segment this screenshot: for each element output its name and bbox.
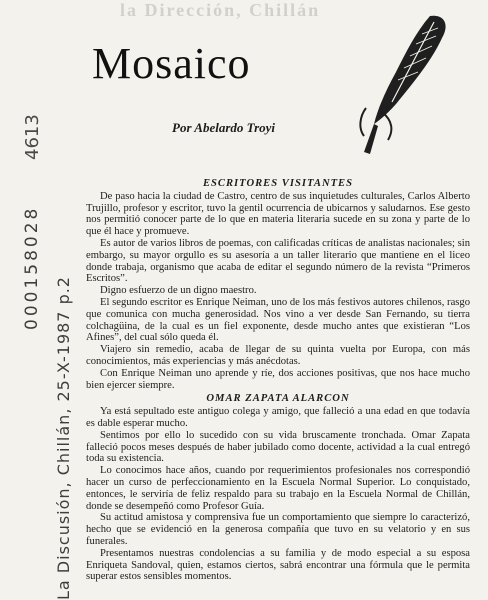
paragraph: El segundo escritor es Enrique Neiman, uno de los más festivos autores chilenos, rasgo que comunica con mucha generosidad. Nos vino a ver desde San Fernando, su tierra colchagüina, de la cual es un fiel exponente, desde mucho antes que existieran “Los Afines”, del cual sólo queda él. bbox=[86, 296, 470, 344]
section-heading: OMAR ZAPATA ALARCON bbox=[206, 393, 350, 405]
section-heading: ESCRITORES VISITANTES bbox=[202, 178, 354, 189]
handwritten-source-note: La Discusión, Chillán, 25-X-1987 p.2 bbox=[54, 276, 73, 600]
paragraph: Su actitud amistosa y comprensiva fue un comportamiento que siempre lo caracterizó, hecho que se evidenció en la generosa compañía que tuvo en su velatorio y en sus funerales. bbox=[86, 512, 470, 547]
paragraph: Viajero sin remedio, acaba de llegar de su quinta vuelta por Europa, con más conocimientos, más experiencias y más anécdotas. bbox=[86, 344, 470, 367]
paragraph: Digno esfuerzo de un digno maestro. bbox=[100, 285, 257, 297]
paragraph: Con Enrique Neiman uno aprende y ríe, dos acciones positivas, que nos hace mucho bien ejercer siempre. bbox=[86, 367, 470, 391]
bleed-through-text: la Dirección, Chillán bbox=[120, 0, 321, 20]
article-byline: Por Abelardo Troyi bbox=[172, 120, 276, 135]
paragraph: De paso hacia la ciudad de Castro, centro de sus inquietudes culturales, Carlos Alberto Trujillo, profesor y escritor, tuvo la gentil ocurrencia de ubicarnos y saludarnos. Ese gesto nos permitió conocer parte de lo que en materia literaria sucede en su zona y parte de lo que él hace y promueve. bbox=[86, 190, 470, 238]
handwritten-page-mark: 4613 bbox=[22, 114, 43, 160]
article-body bbox=[86, 176, 470, 583]
paragraph: Sentimos por ello lo sucedido con su vida bruscamente tronchada. Omar Zapata falleció pocos meses después de haber jubilado como docente, actividad a la cual entregó toda su existencia. bbox=[86, 429, 470, 465]
paragraph: Presentamos nuestras condolencias a su familia y de modo especial a su esposa Enriqueta Sandoval, quien, estamos ciertos, sabrá encontrar una fórmula que le permita superar estos sensibles momentos. bbox=[86, 547, 470, 583]
paragraph: Lo conocimos hace años, cuando por requerimientos profesionales nos correspondió hacer un curso de perfeccionamiento en la Escuela Normal Superior. Lo conquistado, entonces, le serviría de feliz respaldo para su trabajo en la Escuela Normal de Chillán, donde se desempeñó como Profesor Guía. bbox=[86, 465, 470, 512]
paragraph: Ya está sepultado este antiguo colega y amigo, que falleció a una edad en que todavía es dable esperar mucho. bbox=[86, 406, 470, 429]
quill-pen-icon bbox=[352, 12, 452, 162]
paragraph: Es autor de varios libros de poemas, con calificadas críticas de analistas nacionales; sin embargo, su mayor orgullo es su asesoría a un taller literario que mantiene en el liceo donde trabaja, organismo que acaba de editar el segundo número de la revista “Primeros Escritos”. bbox=[86, 237, 470, 285]
handwritten-catalog-number: 000158028 bbox=[22, 205, 42, 330]
article-title: Mosaico bbox=[92, 39, 251, 88]
